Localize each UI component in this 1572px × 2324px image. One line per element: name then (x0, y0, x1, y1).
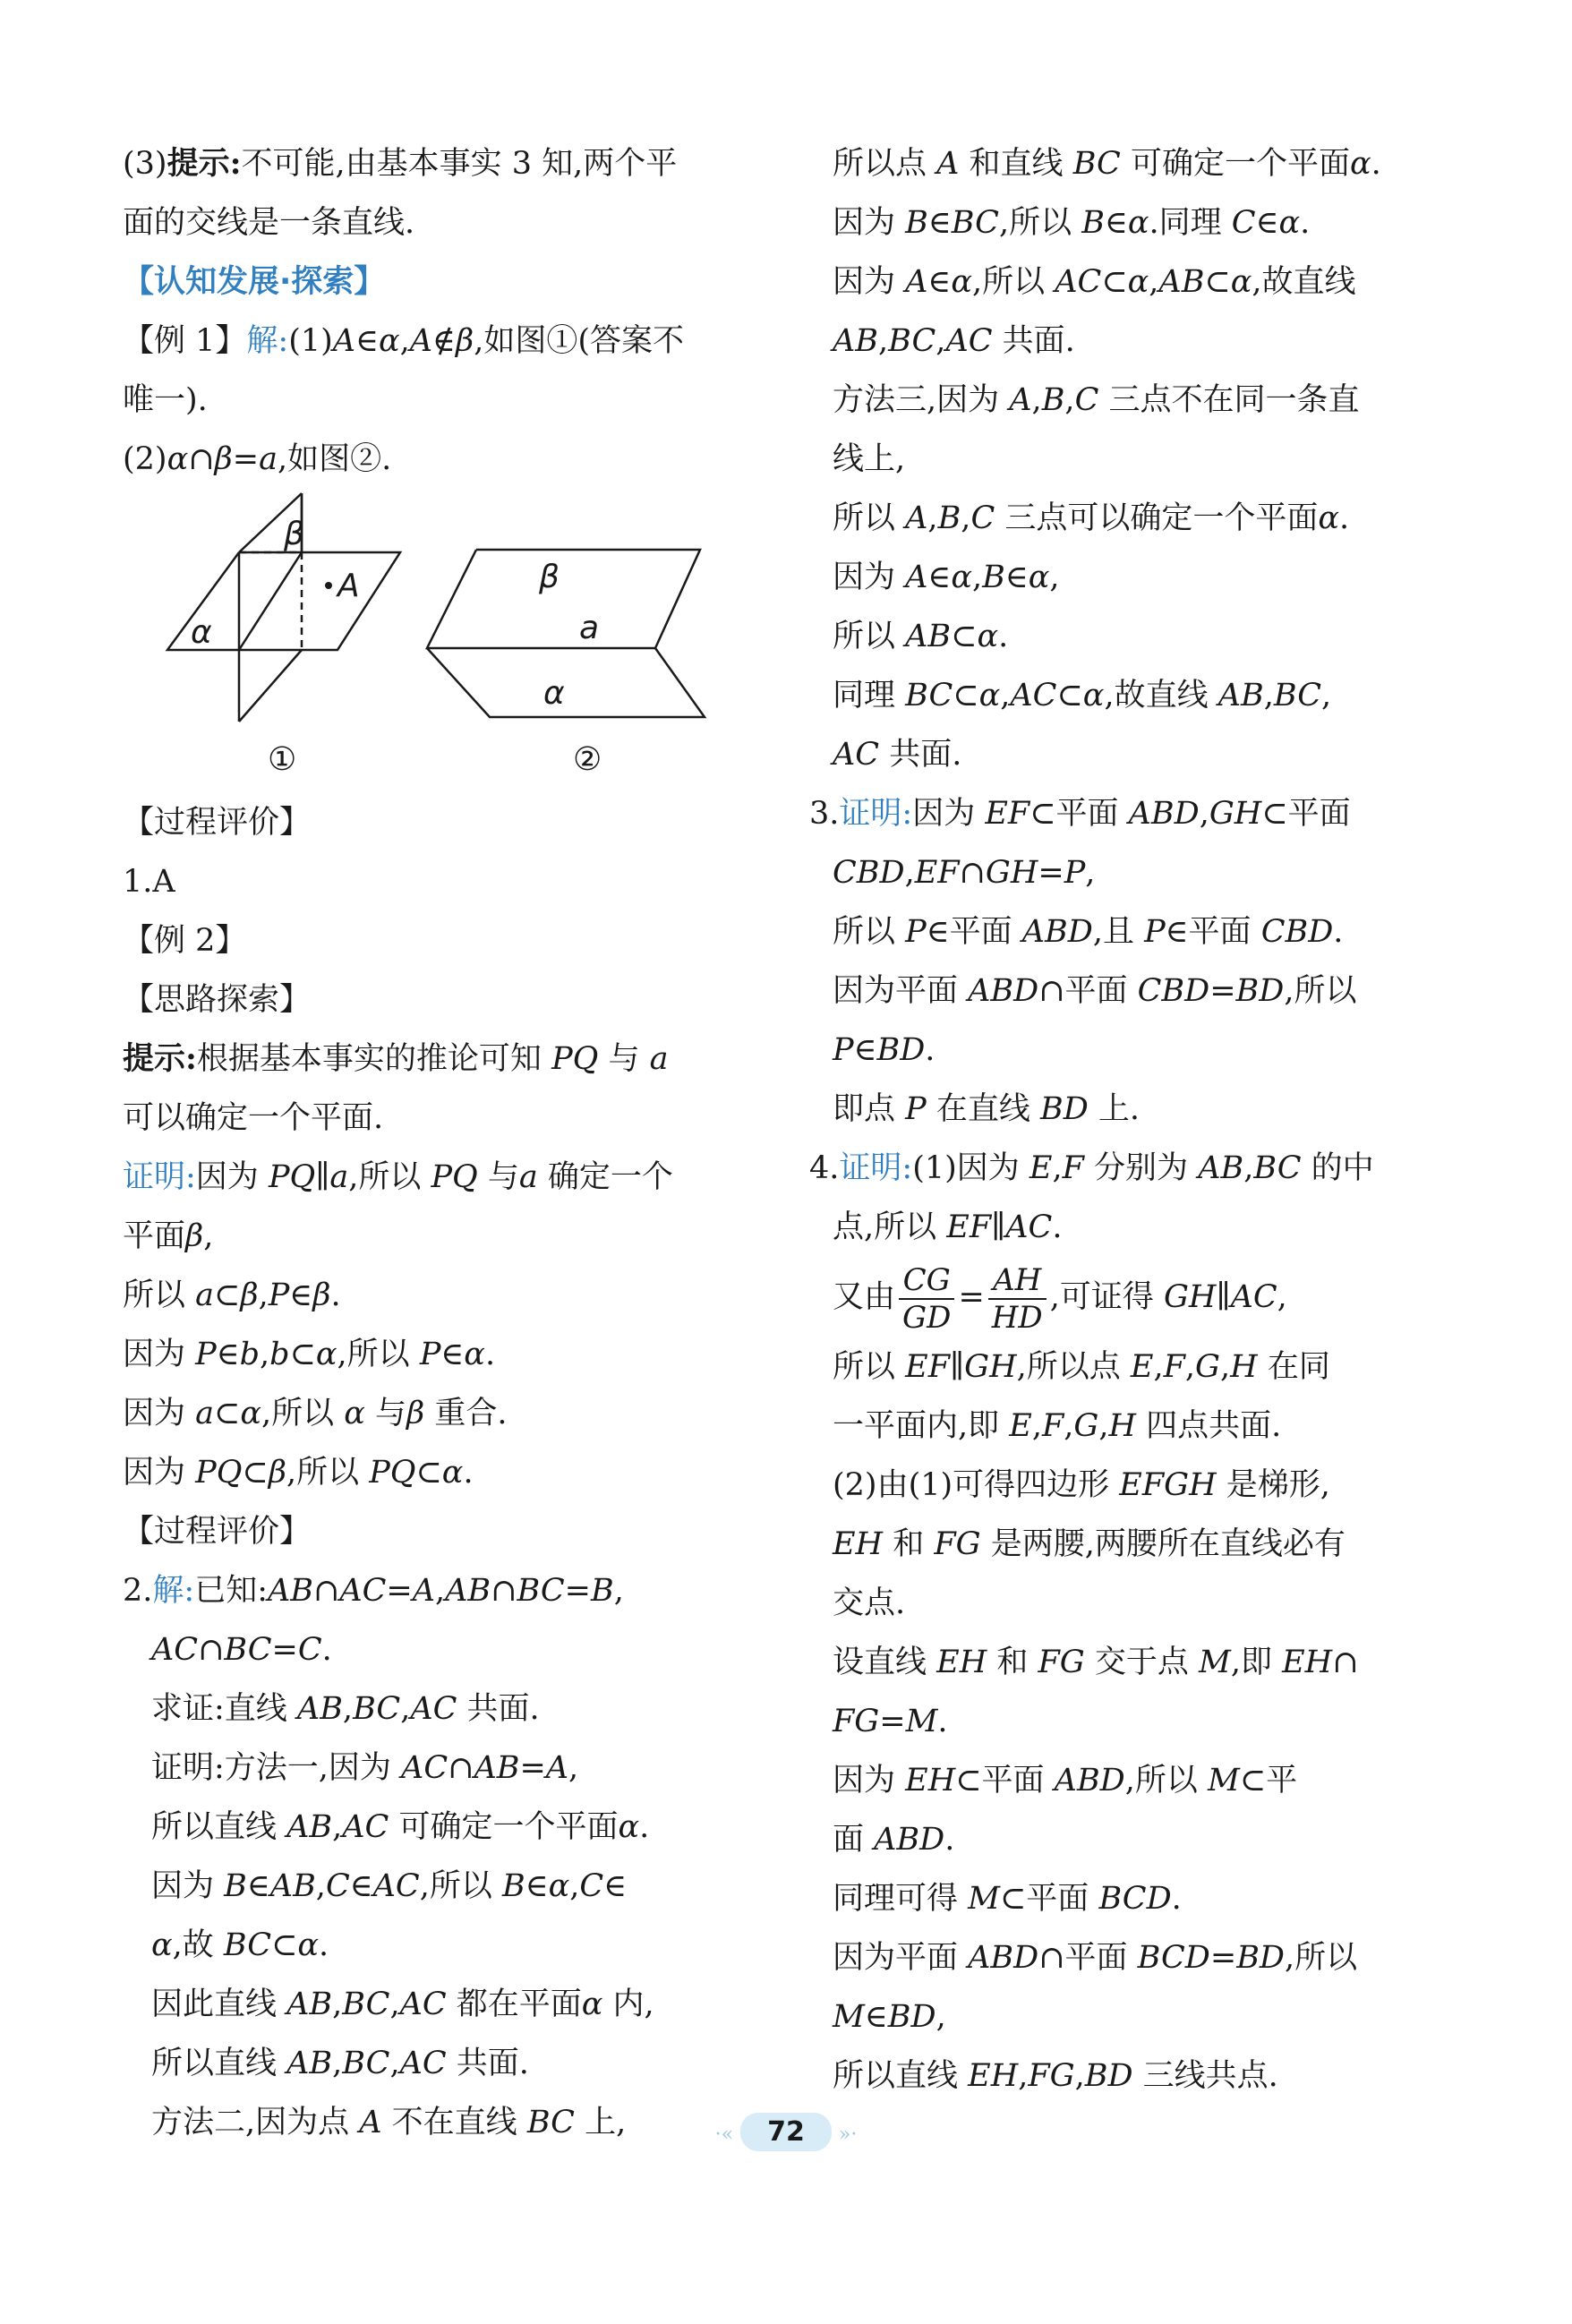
planes-diagram (123, 489, 758, 793)
left-line: AC∩BC=C. (151, 1632, 332, 1668)
fig1-alpha-label: α (191, 614, 212, 651)
fig2-caption: ② (573, 741, 602, 778)
right-line: 点,所以 EF∥AC. (833, 1209, 1063, 1245)
figure-2-drawing (427, 550, 705, 717)
left-column (123, 134, 758, 2152)
right-line: 因为平面 ABD∩平面 BCD=BD,所以 (833, 1940, 1358, 1976)
left-line: 所以直线 AB,AC 可确定一个平面α. (151, 1809, 650, 1845)
left-line: 1.A (123, 864, 175, 900)
left-line: 所以直线 AB,BC,AC 共面. (151, 2046, 529, 2081)
left-line: (3)提示:不可能,由基本事实 3 知,两个平 (123, 145, 678, 182)
page-number-decoration-right: »· (838, 2123, 858, 2146)
left-line: 因为 P∈b,b⊂α,所以 P∈α. (123, 1337, 496, 1372)
right-column (809, 134, 1468, 2106)
right-line: 因为 A∈α,B∈α, (833, 560, 1060, 595)
right-line: 因为 EH⊂平面 ABD,所以 M⊂平 (833, 1763, 1298, 1799)
left-line: 2.解:已知:AB∩AC=A,AB∩BC=B, (123, 1573, 624, 1609)
right-line: 所以 AB⊂α. (833, 619, 1009, 654)
left-line: 【思路探索】 (123, 982, 312, 1018)
right-line: 方法三,因为 A,B,C 三点不在同一条直 (833, 382, 1360, 418)
right-line: 所以直线 EH,FG,BD 三线共点. (833, 2058, 1278, 2094)
point-A-dot (325, 582, 332, 589)
left-line: 因为 a⊂α,所以 α 与β 重合. (123, 1396, 508, 1431)
left-line: 唯一). (123, 382, 208, 418)
right-line: 又由 $\frac{CG}{GD}$ = $\frac{AH}{HD}$ ,可证得 GH∥AC, (833, 1261, 1287, 1336)
right-line: M∈BD, (833, 1999, 946, 2035)
left-line: 因为 B∈AB,C∈AC,所以 B∈α,C∈ (151, 1868, 628, 1904)
right-line: P∈BD. (833, 1032, 936, 1068)
right-line: 所以 P∈平面 ABD,且 P∈平面 CBD. (833, 914, 1344, 950)
left-line: 【过程评价】 (123, 805, 312, 841)
left-line: 【过程评价】 (123, 1514, 312, 1550)
right-line: FG=M. (833, 1704, 948, 1739)
fig1-point-A-label: A (337, 568, 360, 604)
left-text-block-1 (123, 134, 758, 489)
right-line: 4.证明:(1)因为 E,F 分别为 AB,BC 的中 (809, 1150, 1374, 1186)
fig2-a-label: a (579, 610, 600, 646)
left-line: 因此直线 AB,BC,AC 都在平面α 内, (151, 1987, 654, 2022)
figure-planes (123, 489, 758, 793)
fig1-beta-label: β (284, 516, 304, 552)
left-line: 提示:根据基本事实的推论可知 PQ 与 a (123, 1040, 669, 1077)
right-line: 即点 P 在直线 BD 上. (833, 1091, 1141, 1127)
right-line: 同理可得 M⊂平面 BCD. (833, 1881, 1182, 1917)
right-line: 3.证明:因为 EF⊂平面 ABD,GH⊂平面 (809, 796, 1351, 832)
right-line: 因为 B∈BC,所以 B∈α.同理 C∈α. (833, 205, 1311, 241)
right-line: 设直线 EH 和 FG 交于点 M,即 EH∩ (833, 1645, 1359, 1680)
left-line: 【认知发展·探索】 (123, 264, 386, 300)
page-number-decoration-left: ·« (714, 2123, 734, 2146)
left-line: 可以确定一个平面. (123, 1100, 384, 1136)
right-text-block (809, 134, 1468, 2106)
left-line: 方法二,因为点 A 不在直线 BC 上, (151, 2105, 627, 2140)
page-number-area (0, 2113, 1572, 2151)
right-line: 因为平面 ABD∩平面 CBD=BD,所以 (833, 973, 1357, 1009)
right-line: EH 和 FG 是两腰,两腰所在直线必有 (833, 1526, 1346, 1562)
right-line: 线上, (833, 441, 906, 477)
right-line: CBD,EF∩GH=P, (833, 855, 1096, 891)
left-line: 证明:因为 PQ∥a,所以 PQ 与a 确定一个 (123, 1159, 673, 1195)
fig2-alpha-label: α (543, 675, 565, 712)
left-line: 因为 PQ⊂β,所以 PQ⊂α. (123, 1455, 474, 1491)
right-line: 一平面内,即 E,F,G,H 四点共面. (833, 1408, 1282, 1444)
right-line: AB,BC,AC 共面. (833, 323, 1075, 359)
right-line: 所以 A,B,C 三点可以确定一个平面α. (833, 500, 1350, 536)
right-line: AC 共面. (833, 737, 962, 773)
left-line: 证明:方法一,因为 AC∩AB=A, (151, 1750, 579, 1786)
right-line: 面 ABD. (833, 1822, 955, 1858)
right-line: (2)由(1)可得四边形 EFGH 是梯形, (833, 1467, 1330, 1503)
left-line: 面的交线是一条直线. (123, 205, 415, 241)
right-line: 同理 BC⊂α,AC⊂α,故直线 AB,BC, (833, 678, 1332, 713)
right-line: 所以点 A 和直线 BC 可确定一个平面α. (833, 146, 1381, 182)
left-line: 所以 a⊂β,P∈β. (123, 1277, 341, 1313)
left-line: 平面β, (123, 1218, 214, 1254)
page-number: 72 (740, 2113, 832, 2151)
left-line: 【例 2】 (123, 923, 247, 959)
left-line: (2)α∩β=a,如图②. (123, 441, 392, 477)
left-line: 求证:直线 AB,BC,AC 共面. (151, 1691, 540, 1727)
right-line: 因为 A∈α,所以 AC⊂α,AB⊂α,故直线 (833, 264, 1356, 300)
left-text-block-2 (123, 793, 758, 2152)
fig1-caption: ① (268, 741, 297, 778)
right-line: 交点. (833, 1585, 906, 1621)
left-line: α,故 BC⊂α. (151, 1927, 329, 1963)
left-line: 【例 1】解:(1)A∈α,A∉β,如图①(答案不 (123, 323, 684, 359)
fig2-beta-label: β (539, 559, 560, 595)
right-line: 所以 EF∥GH,所以点 E,F,G,H 在同 (833, 1349, 1330, 1385)
